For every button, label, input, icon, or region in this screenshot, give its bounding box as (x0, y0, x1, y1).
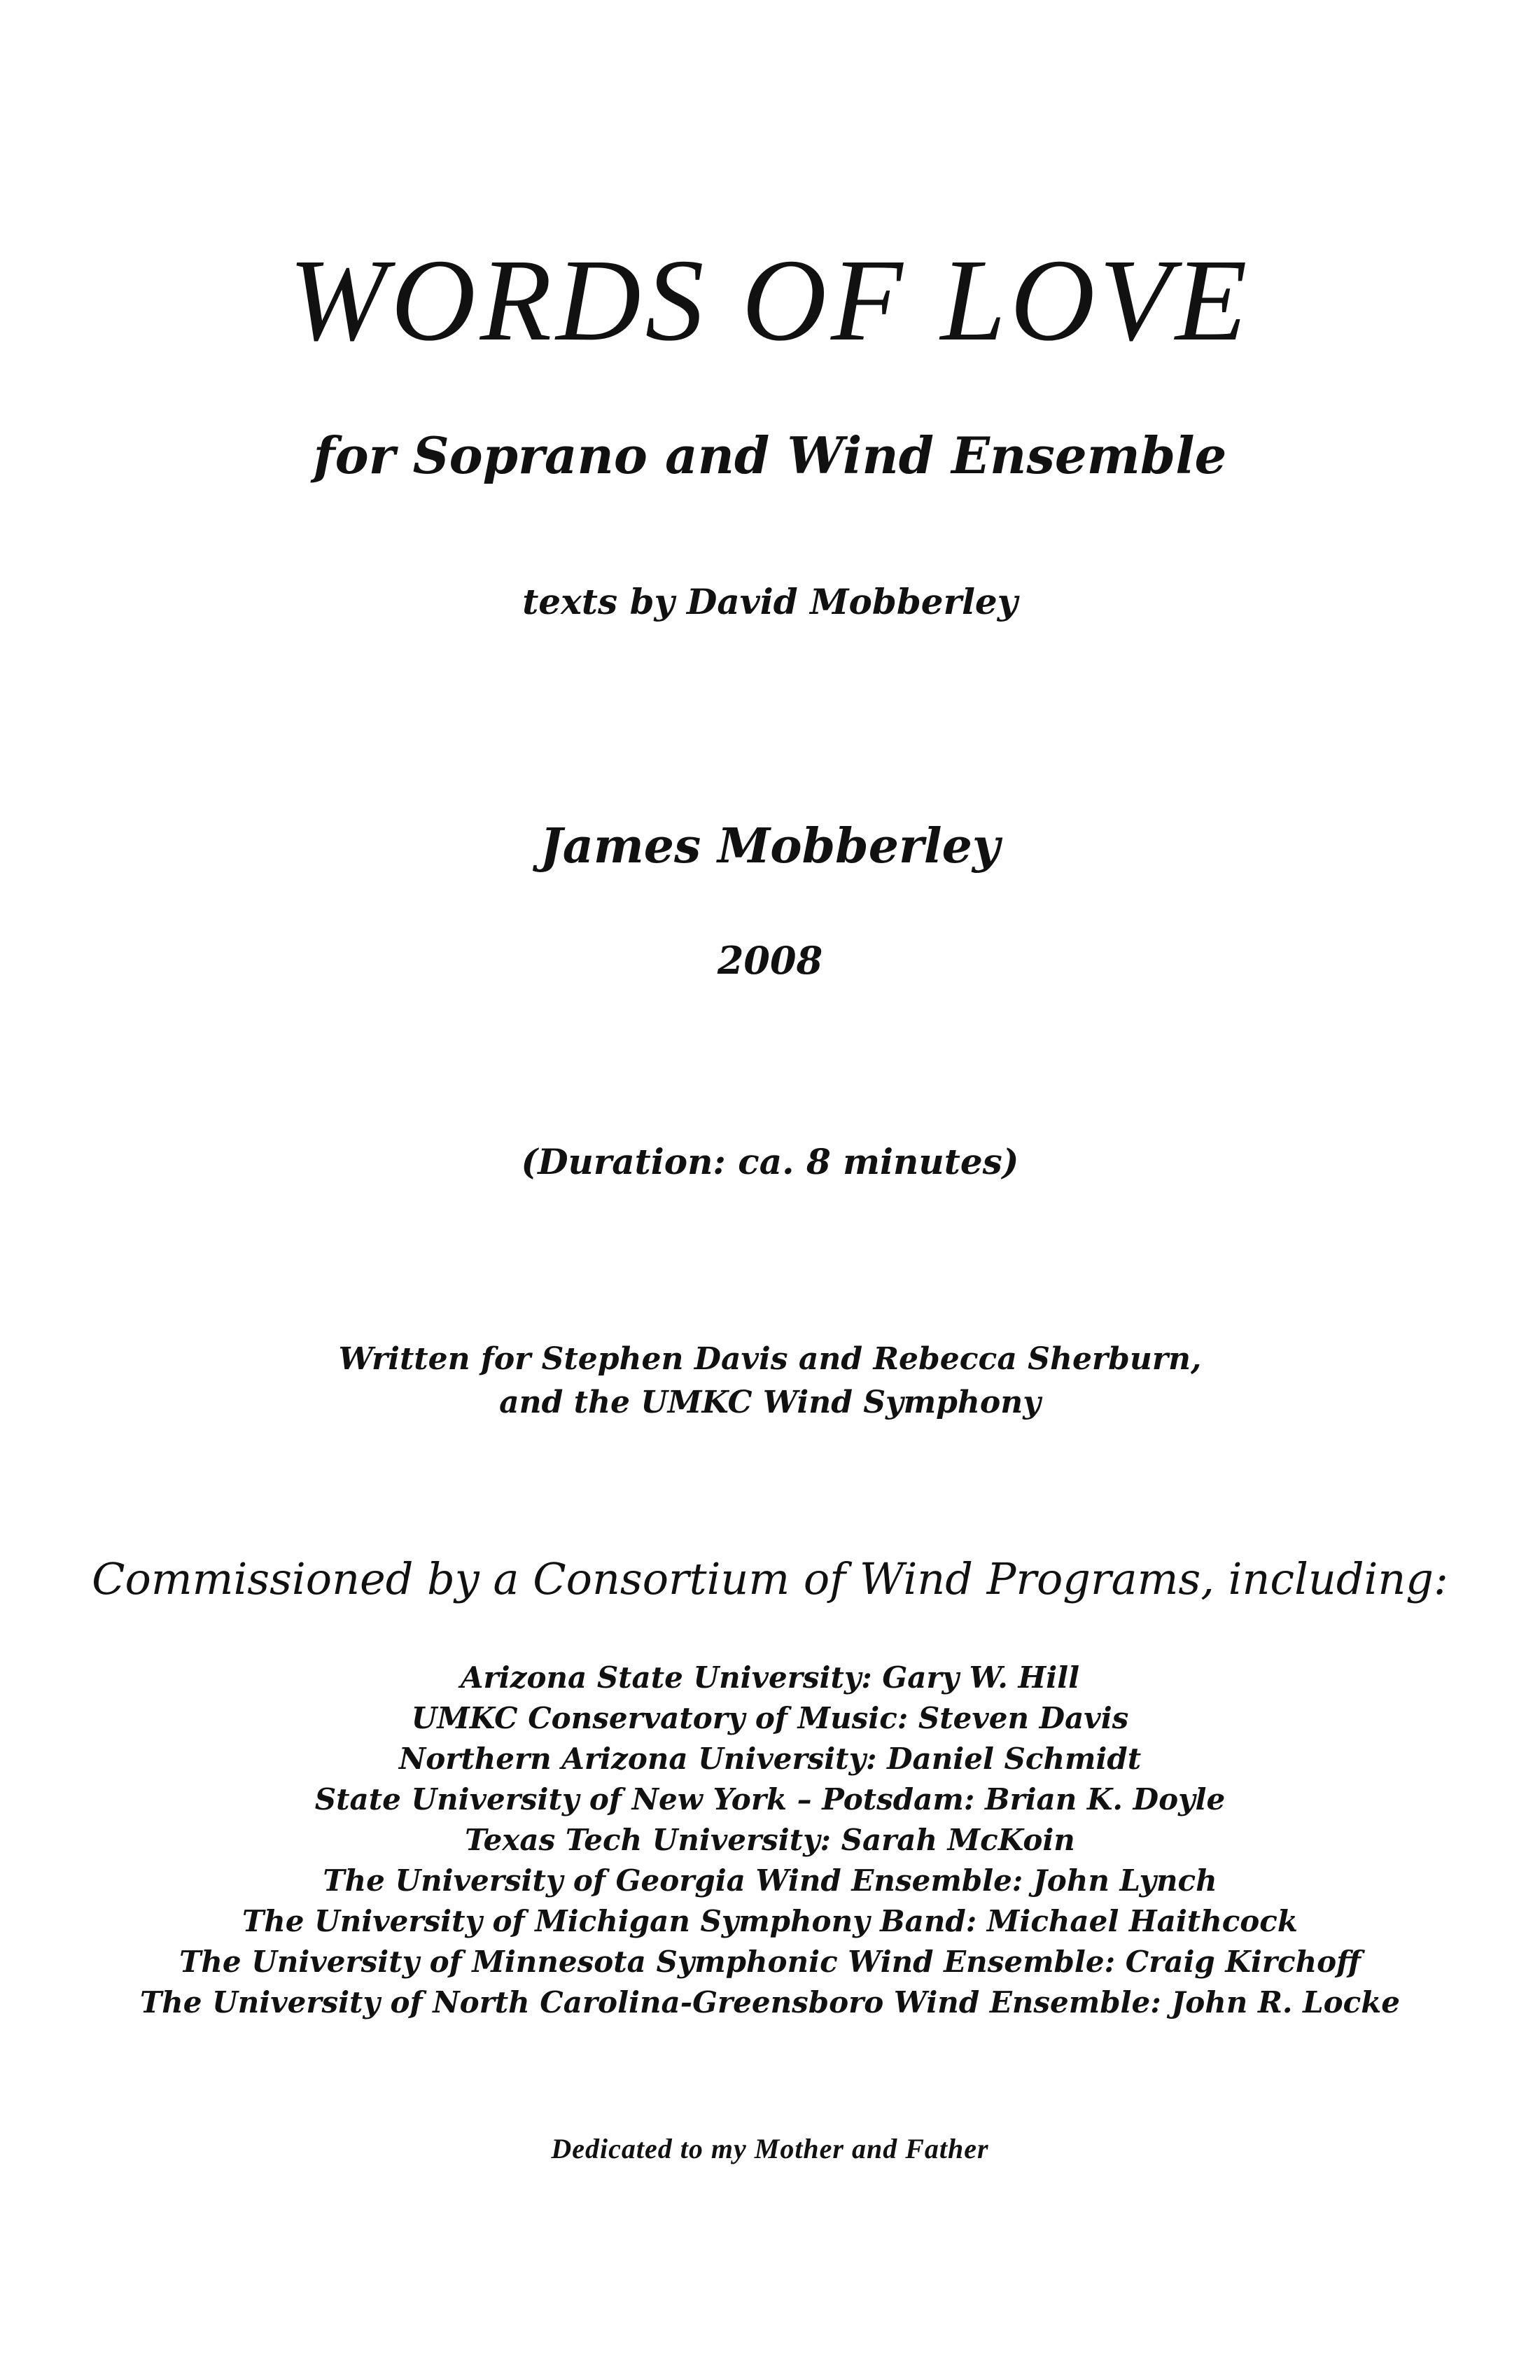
instrumentation-subtitle: for Soprano and Wind Ensemble (313, 426, 1227, 485)
duration-note: (Duration: ca. 8 minutes) (521, 1141, 1019, 1182)
consortium-item: State University of New York – Potsdam: Brian K. Doyle (314, 1782, 1226, 1816)
dedication: Dedicated to my Mother and Father (551, 2133, 989, 2164)
consortium-item: The University of Minnesota Symphonic Wind Ensemble: Craig Kirchoff (179, 1945, 1361, 1979)
consortium-item: Arizona State University: Gary W. Hill (460, 1660, 1080, 1695)
consortium-list (0, 1658, 1540, 2023)
consortium-item: The University of North Carolina-Greensboro Wind Ensemble: John R. Locke (139, 1985, 1401, 2019)
consortium-item: The University of Michigan Symphony Band: Michael Haithcock (241, 1904, 1298, 1938)
work-title: WORDS OF LOVE (288, 235, 1252, 365)
consortium-item: UMKC Conservatory of Music: Steven Davis (411, 1701, 1129, 1735)
consortium-item: The University of Georgia Wind Ensemble: John Lynch (323, 1863, 1217, 1898)
written-for-line-1: Written for Stephen Davis and Rebecca Sherburn, (338, 1341, 1202, 1377)
texts-credit: texts by David Mobberley (522, 581, 1018, 622)
consortium-item: Texas Tech University: Sarah McKoin (465, 1823, 1075, 1857)
commissioned-heading: Commissioned by a Consortium of Wind Programs, including: (92, 1553, 1448, 1604)
consortium-item: Northern Arizona University: Daniel Schmidt (398, 1742, 1142, 1776)
composer-name: James Mobberley (540, 818, 1000, 874)
composition-year: 2008 (717, 938, 823, 983)
written-for-line-2: and the UMKC Wind Symphony (499, 1385, 1041, 1420)
